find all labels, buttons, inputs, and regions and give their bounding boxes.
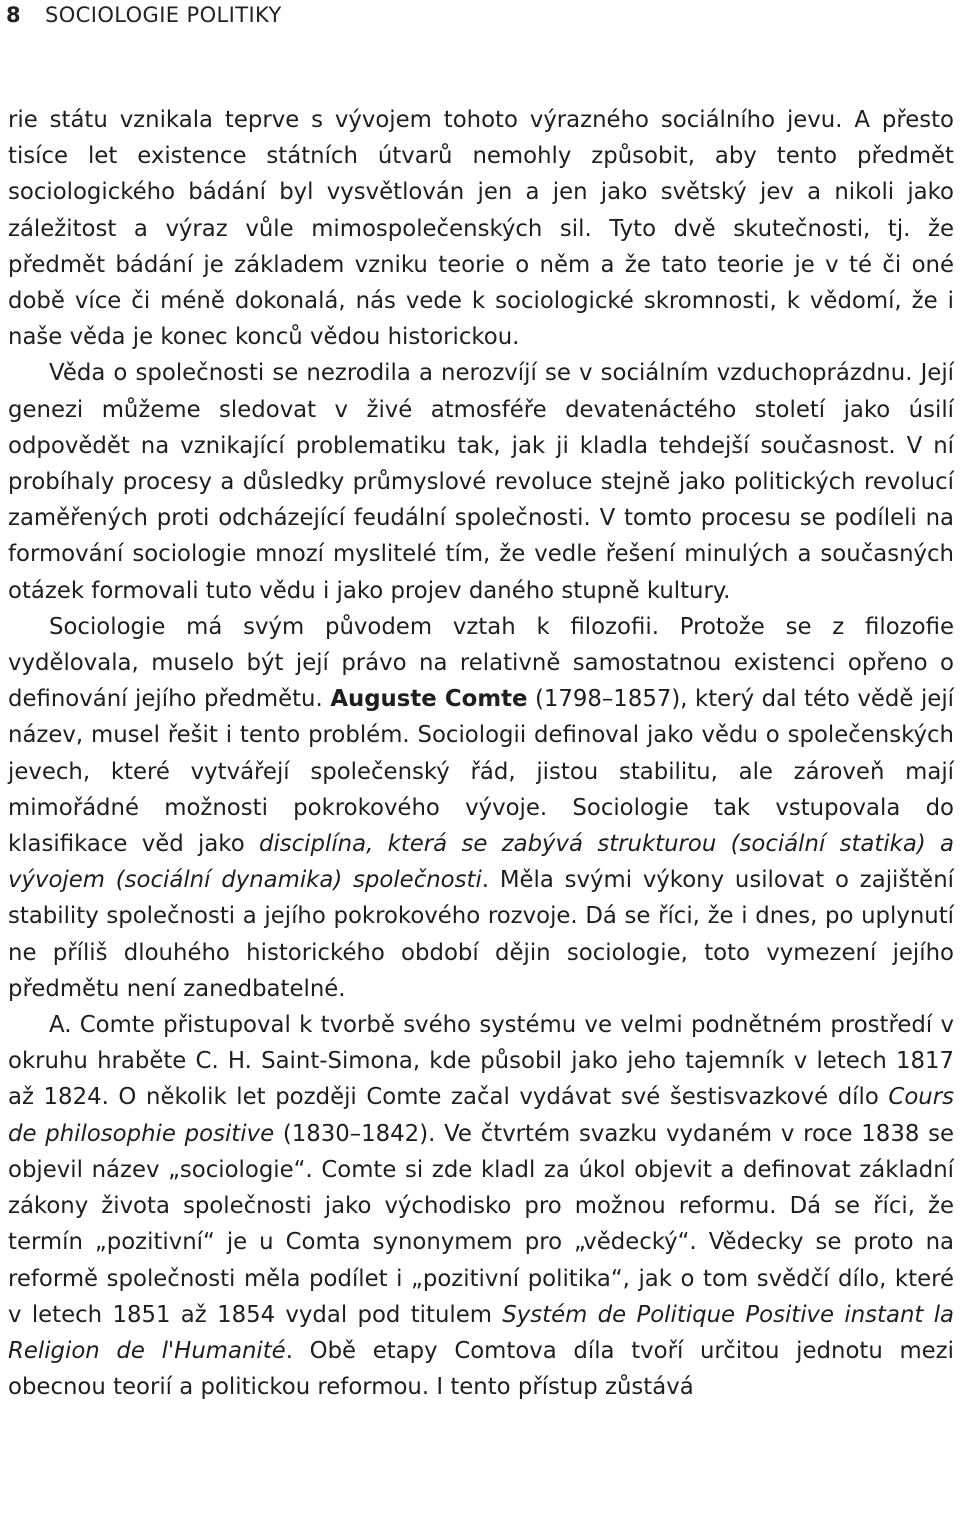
- text-run: Sociologie má svým původem vztah k filozofii. Protože se z filozofie vydělovala, muselo být její právo na relativně samostatnou existenci opřeno o definování jejího předmětu.: [8, 613, 954, 713]
- paragraph-2: [8, 355, 954, 608]
- running-header: [6, 0, 282, 30]
- text-run: (1830–1842). Ve čtvrtém svazku vydaném v roce 1838 se objevil název „sociologie“. Comte si zde kladl za úkol objevit a definovat základní zákony života společnosti jako východisko pro možnou reformu. Dá se říci, že termín „pozitivní“ je u Comta synonymem pro „vědecký“. Vědecky se proto na reformě společnosti měla podílet i „pozitivní politika“, jak o tom svědčí dílo, které v letech 1851 až 1854 vydal pod titulem: [8, 1120, 954, 1328]
- text-run: Věda o společnosti se nezrodila a nerozvíjí se v sociálním vzduchoprázdnu. Její genezi můžeme sledovat v živé atmosféře devatenáctého století jako úsilí odpovědět na vznikající problematiku tak, jak ji kladla tehdejší současnost. V ní probíhaly procesy a důsledky průmyslové revoluce stejně jako politických revolucí zaměřených proti odcházející feudální společnosti. V tomto procesu se podíleli na formování sociologie mnozí myslitelé tím, že vedle řešení minulých a současných otázek formovali tuto vědu i jako projev daného stupně kultury.: [8, 360, 954, 604]
- text-run: A. Comte přistupoval k tvorbě svého systému ve velmi podnětném prostředí v okruhu hraběte C. H. Saint-Simona, kde působil jako jeho tajemník v letech 1817 až 1824. O několik let později Comte začal vydávat své šestisvazkové dílo: [8, 1012, 954, 1111]
- running-title: SOCIOLOGIE POLITIKY: [45, 3, 282, 27]
- page-number: 8: [6, 3, 22, 27]
- text-run: rie státu vznikala teprve s vývojem tohoto výrazného sociálního jevu. A přesto tisíce let existence státních útvarů nemohly způsobit, aby tento předmět sociologického bádání byl vysvětlován jen a jen jako světský jev a nikoli jako záležitost a výraz vůle mimospolečenských sil. Tyto dvě skutečnosti, tj. že předmět bádání je základem vzniku teorie o něm a že tato teorie je v té či oné době více či méně dokonalá, nás vede k sociologické skromnosti, k vědomí, že i naše věda je konec konců vědou historickou.: [8, 107, 954, 351]
- italic-work-title: Cours de philosophie positive: [8, 1084, 954, 1147]
- italic-work-title: Systém de Politique Positive instant la Religion de l'Humanité: [8, 1301, 954, 1364]
- paragraph-4: [8, 1007, 954, 1405]
- text-run: . Obě etapy Comtova díla tvoří určitou jednotu mezi obecnou teorií a politickou reformou. I tento přístup zůstává: [8, 1337, 954, 1401]
- body-text: [8, 102, 954, 1405]
- text-run: . Měla svými výkony usilovat o zajištění stability společnosti a jejího pokrokového rozvoje. Dá se říci, že i dnes, po uplynutí ne příliš dlouhého historického období dějin sociologie, toto vymezení jejího předmětu není zanedbatelné.: [8, 867, 954, 1002]
- person-name-bold: Auguste Comte: [330, 686, 528, 713]
- text-run: (1798–1857), který dal této vědě její název, musel řešit i tento problém. Sociologii definoval jako vědu o společenských jevech, které vytvářejí společenský řád, jistou stabilitu, ale zároveň mají mimořádné možnosti pokrokového vývoje. Sociologie tak vstupovala do klasifikace věd jako: [8, 686, 954, 858]
- paragraph-3: [8, 609, 954, 1007]
- italic-definition: disciplína, která se zabývá strukturou (sociální statika) a vývojem (sociální dynamika) společnosti: [8, 831, 954, 894]
- paragraph-1: [8, 102, 954, 355]
